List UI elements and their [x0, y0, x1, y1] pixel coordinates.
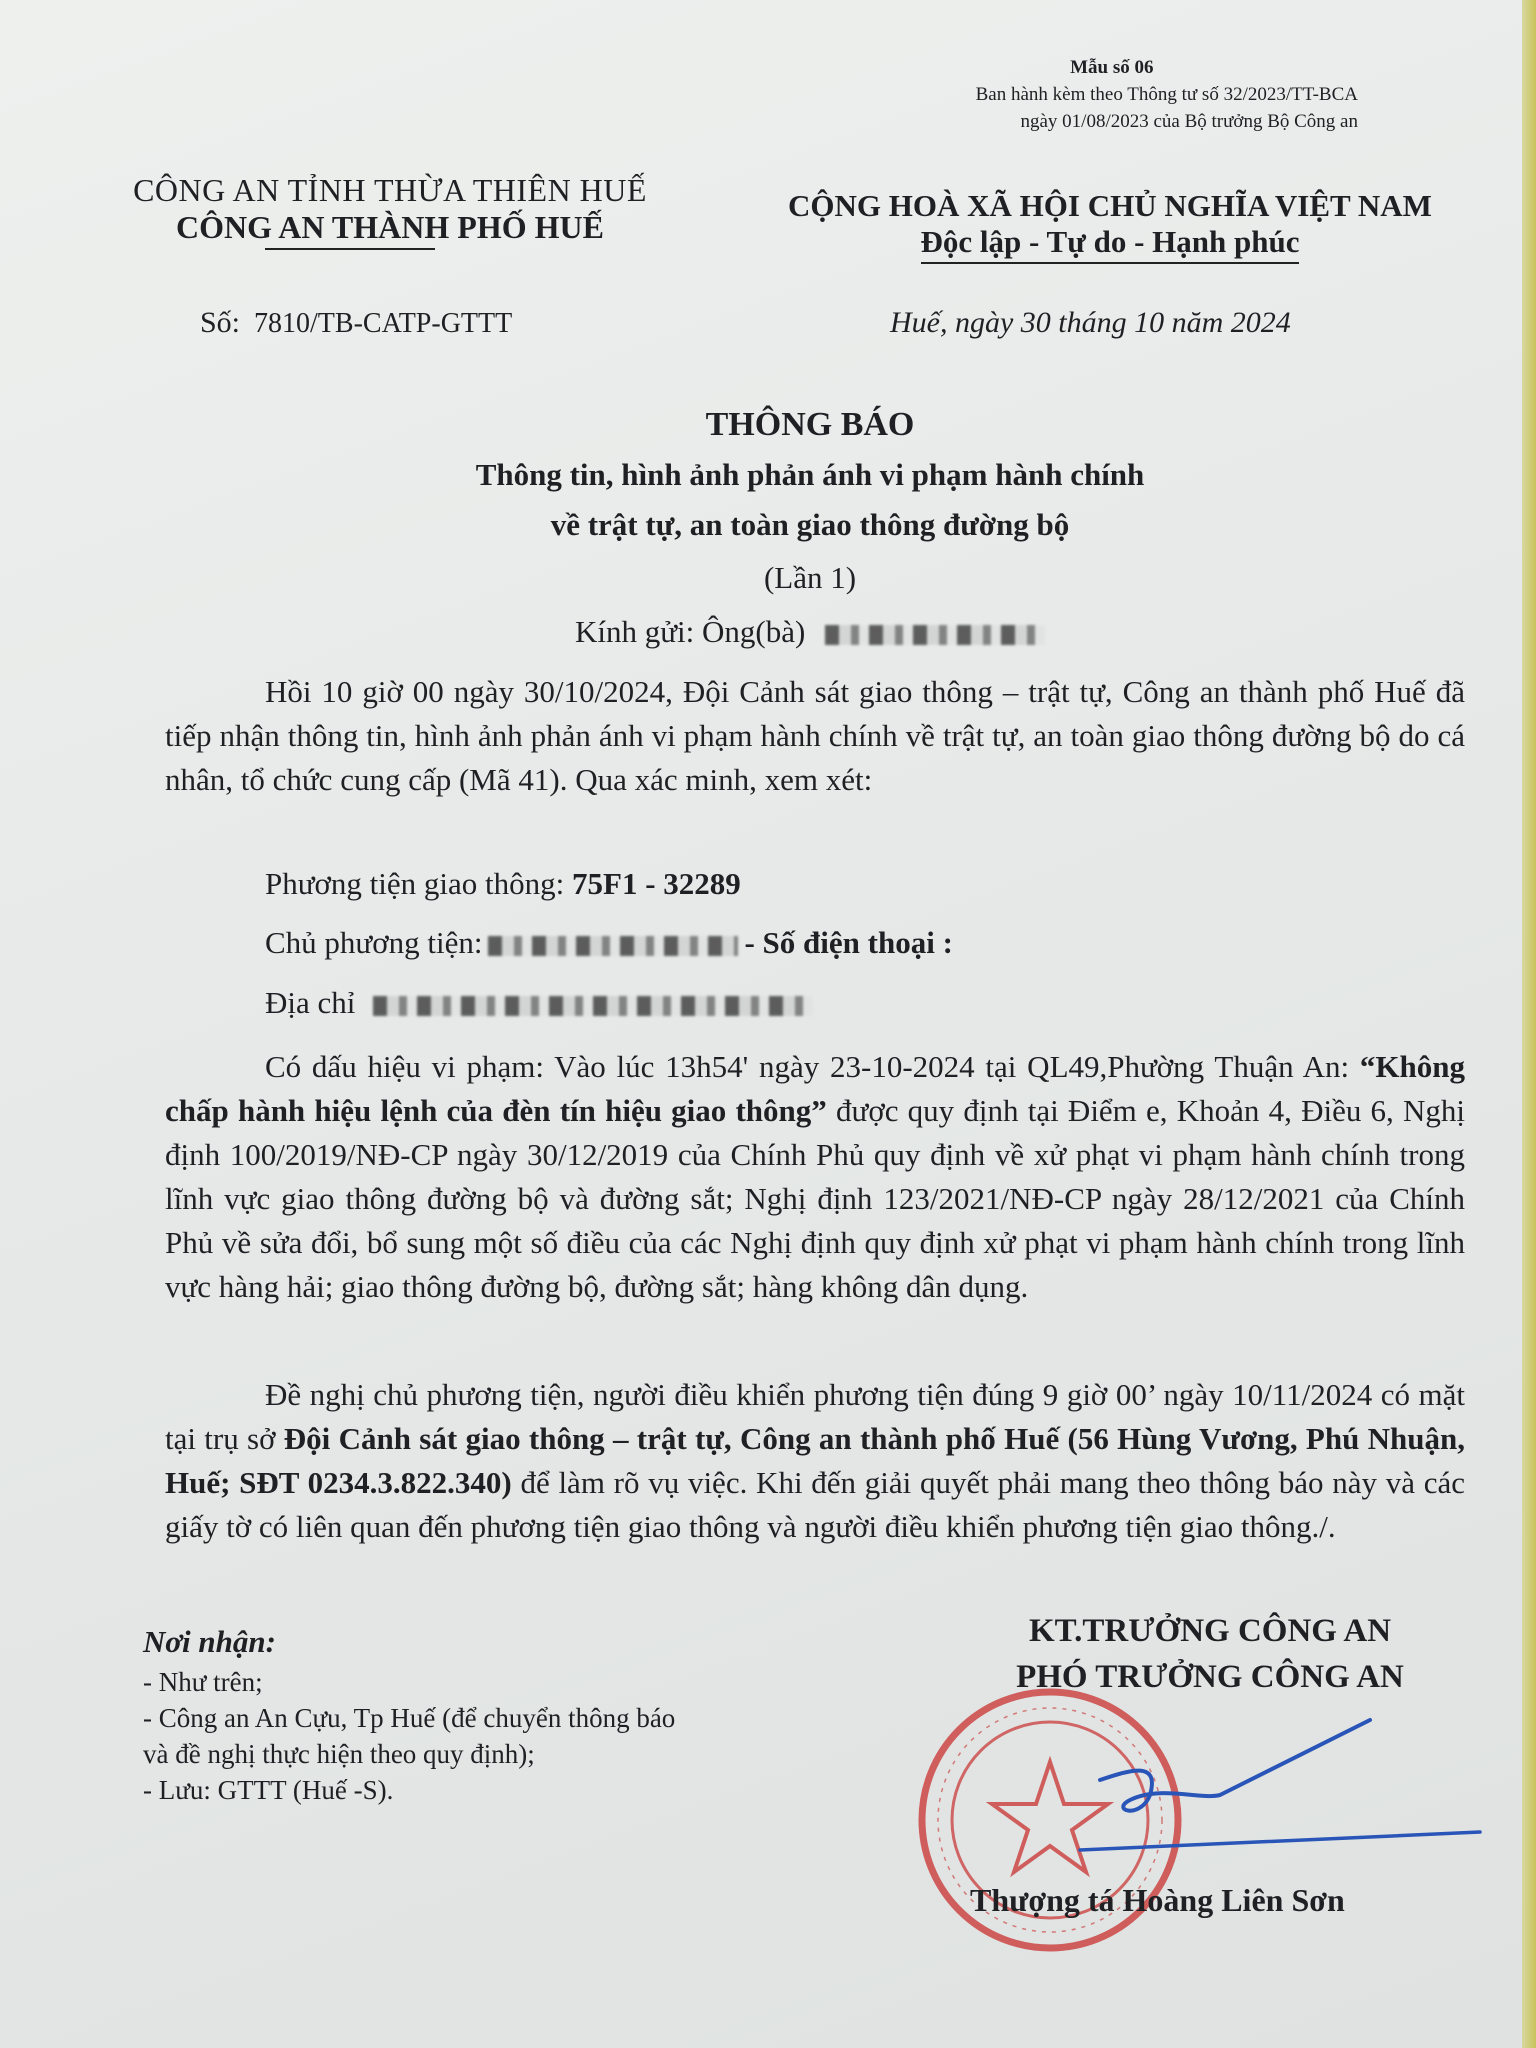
national-motto: Độc lập - Tự do - Hạnh phúc: [921, 224, 1300, 264]
owner-label: Chủ phương tiện:: [265, 925, 483, 960]
recipients-heading: Nơi nhận:: [143, 1624, 276, 1659]
form-number: Mẫu số 06: [1070, 57, 1154, 78]
header-underline: [265, 248, 435, 250]
issuing-agency-header: [80, 172, 700, 250]
signer-title-2: PHÓ TRƯỞNG CÔNG AN: [1016, 1659, 1404, 1695]
addressee: [160, 606, 1460, 658]
redacted-owner: [488, 936, 738, 956]
document-title: THÔNG BÁO: [705, 406, 915, 443]
signature-block: [900, 1608, 1520, 1700]
request-paragraph: [165, 1373, 1465, 1549]
request-lead: Đề nghị chủ phương tiện, người điều khiển phương tiện đúng 9 giờ 00’ ngày 10/11/2024 có mặt tại trụ sở: [165, 1377, 1465, 1456]
form-issued-date: ngày 01/08/2023 của Bộ trưởng Bộ Công an: [1020, 111, 1358, 132]
handwritten-signature: [1070, 1700, 1490, 1900]
violation-offense: “Không chấp hành hiệu lệnh của đèn tín hiệu giao thông”: [165, 1049, 1466, 1128]
recipient-item: - Như trên;: [143, 1667, 263, 1697]
form-reference: [976, 54, 1358, 135]
request-office: Đội Cảnh sát giao thông – trật tự, Công an thành phố Huế (56 Hùng Vương, Phú Nhuận, Huế; SĐT 0234.3.822.340): [165, 1421, 1465, 1500]
unit-name: CÔNG AN THÀNH PHỐ HUẾ: [176, 209, 604, 245]
owner-line: [265, 925, 953, 961]
violation-rest: được quy định tại Điểm e, Khoản 4, Điều 6, Nghị định 100/2019/NĐ-CP ngày 30/12/2019 của Chính Phủ quy định về xử phạt vi phạm hành chính trong lĩnh vực giao thông đường bộ và đường sắt; Nghị định 123/2021/NĐ-CP ngày 28/12/2021 của Chính Phủ về sửa đổi, bổ sung một số điều của các Nghị định quy định xử phạt vi phạm hành chính trong lĩnh vực hàng hải; giao thông đường bộ, đường sắt; hàng không dân dụng.: [165, 1093, 1466, 1304]
title-block: [160, 400, 1460, 658]
document-number-label: Số:: [200, 306, 241, 339]
nation-name: CỘNG HOÀ XÃ HỘI CHỦ NGHĨA VIỆT NAM: [788, 188, 1432, 223]
national-header: [740, 188, 1480, 264]
violation-lead: Có dấu hiệu vi phạm: Vào lúc 13h54' ngày 23-10-2024 tại QL49,Phường Thuận An:: [265, 1049, 1350, 1084]
redacted-address: [373, 996, 813, 1016]
attempt-number: (Lần 1): [763, 560, 857, 595]
form-issued-with: Ban hành kèm theo Thông tư số 32/2023/TT-BCA: [975, 84, 1358, 105]
agency-name: CÔNG AN TỈNH THỪA THIÊN HUẾ: [133, 172, 647, 208]
signer-name: Thượng tá Hoàng Liên Sơn: [970, 1882, 1345, 1918]
recipient-item: - Công an An Cựu, Tp Huế (để chuyển thông báo: [143, 1703, 676, 1733]
recipient-item: và đề nghị thực hiện theo quy định);: [143, 1739, 535, 1769]
redacted-name: [825, 625, 1045, 645]
vehicle-label: Phương tiện giao thông:: [265, 866, 565, 901]
address-label: Địa chỉ: [265, 985, 356, 1020]
phone-label: - Số điện thoại :: [744, 925, 953, 960]
violation-paragraph: [165, 1045, 1465, 1309]
recipients-block: [143, 1620, 863, 1808]
vehicle-plate: 75F1 - 32289: [572, 866, 741, 901]
subtitle-line-2: về trật tự, an toàn giao thông đường bộ: [550, 507, 1070, 542]
vehicle-line: [265, 866, 741, 902]
addressee-label: Kính gửi: Ông(bà): [574, 614, 806, 649]
recipient-item: - Lưu: GTTT (Huế -S).: [143, 1775, 394, 1805]
subtitle-line-1: Thông tin, hình ảnh phản ánh vi phạm hành chính: [475, 457, 1145, 492]
address-line: [265, 985, 813, 1021]
request-rest: để làm rõ vụ việc. Khi đến giải quyết phải mang theo thông báo này và các giấy tờ có liên quan đến phương tiện giao thông và người điều khiển phương tiện giao thông./.: [165, 1465, 1465, 1544]
document-number: [200, 306, 512, 340]
intro-paragraph: Hồi 10 giờ 00 ngày 30/10/2024, Đội Cảnh sát giao thông – trật tự, Công an thành phố Huế đã tiếp nhận thông tin, hình ảnh phản ánh vi phạm hành chính về trật tự, an toàn giao thông đường bộ do cá nhân, tổ chức cung cấp (Mã 41). Qua xác minh, xem xét:: [165, 674, 1465, 797]
page-edge: [1522, 0, 1536, 2048]
place-date: Huế, ngày 30 tháng 10 năm 2024: [890, 306, 1291, 339]
signer-title-1: KT.TRƯỞNG CÔNG AN: [1028, 1613, 1392, 1649]
document-number-value: 7810/TB-CATP-GTTT: [254, 308, 513, 339]
